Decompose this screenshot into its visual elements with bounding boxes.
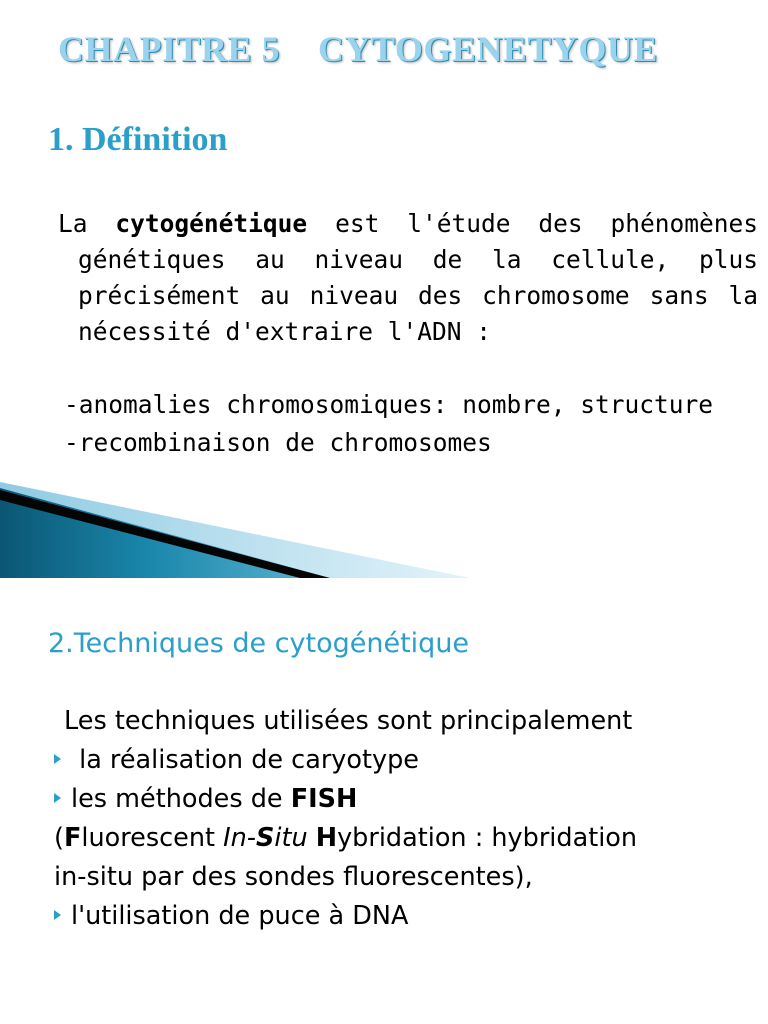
list-item: -anomalies chromosomiques: nombre, structure [64, 390, 714, 419]
section-title-definition: 1. Définition [48, 121, 228, 158]
definition-prefix: La [58, 209, 116, 238]
list-item-text: l'utilisation de puce à DNA [71, 901, 409, 931]
list-item-text: les méthodes de [71, 784, 291, 814]
text-fragment: luorescent [81, 823, 224, 853]
fish-term: FISH [290, 784, 358, 814]
text-fragment: F [63, 823, 82, 853]
definition-text [58, 206, 758, 350]
text-fragment: In- [223, 823, 256, 853]
bullet-arrow-icon [54, 754, 61, 764]
decorative-wave-graphic [0, 482, 470, 578]
techniques-intro: Les techniques utilisées sont principalement [64, 706, 633, 736]
bullet-arrow-icon [54, 793, 61, 803]
chapter-title: CHAPITRE 5 CYTOGENETYQUE [58, 29, 658, 69]
fish-definition-line-2: in-situ par des sondes fluorescentes), [54, 862, 533, 892]
text-fragment: itu [274, 823, 308, 853]
techniques-body [54, 702, 754, 936]
list-item: -recombinaison de chromosomes [64, 428, 492, 457]
slide-techniques [0, 578, 768, 1024]
text-fragment: ( [54, 823, 64, 853]
definition-paragraph [58, 206, 758, 350]
text-fragment: S [256, 823, 275, 853]
list-item-text: la réalisation de caryotype [71, 745, 419, 775]
list-item [54, 741, 754, 780]
definition-term: cytogénétique [115, 209, 308, 238]
list-item [54, 897, 754, 936]
fish-definition-line [54, 819, 754, 858]
text-fragment: ybridation : hybridation [337, 823, 638, 853]
list-item [54, 780, 754, 819]
bullet-arrow-icon [54, 910, 61, 920]
text-fragment: H [315, 823, 338, 853]
anomalies-list [64, 386, 713, 462]
section-title-techniques: 2.Techniques de cytogénétique [48, 628, 470, 659]
text-fragment [308, 823, 316, 853]
wave-dark-band [0, 488, 330, 578]
definition-body: est l'étude des phénomènes génétiques au niveau de la cellule, plus précisément au niveau des chromosome sans la nécessité d'extraire l'ADN : [78, 209, 758, 346]
